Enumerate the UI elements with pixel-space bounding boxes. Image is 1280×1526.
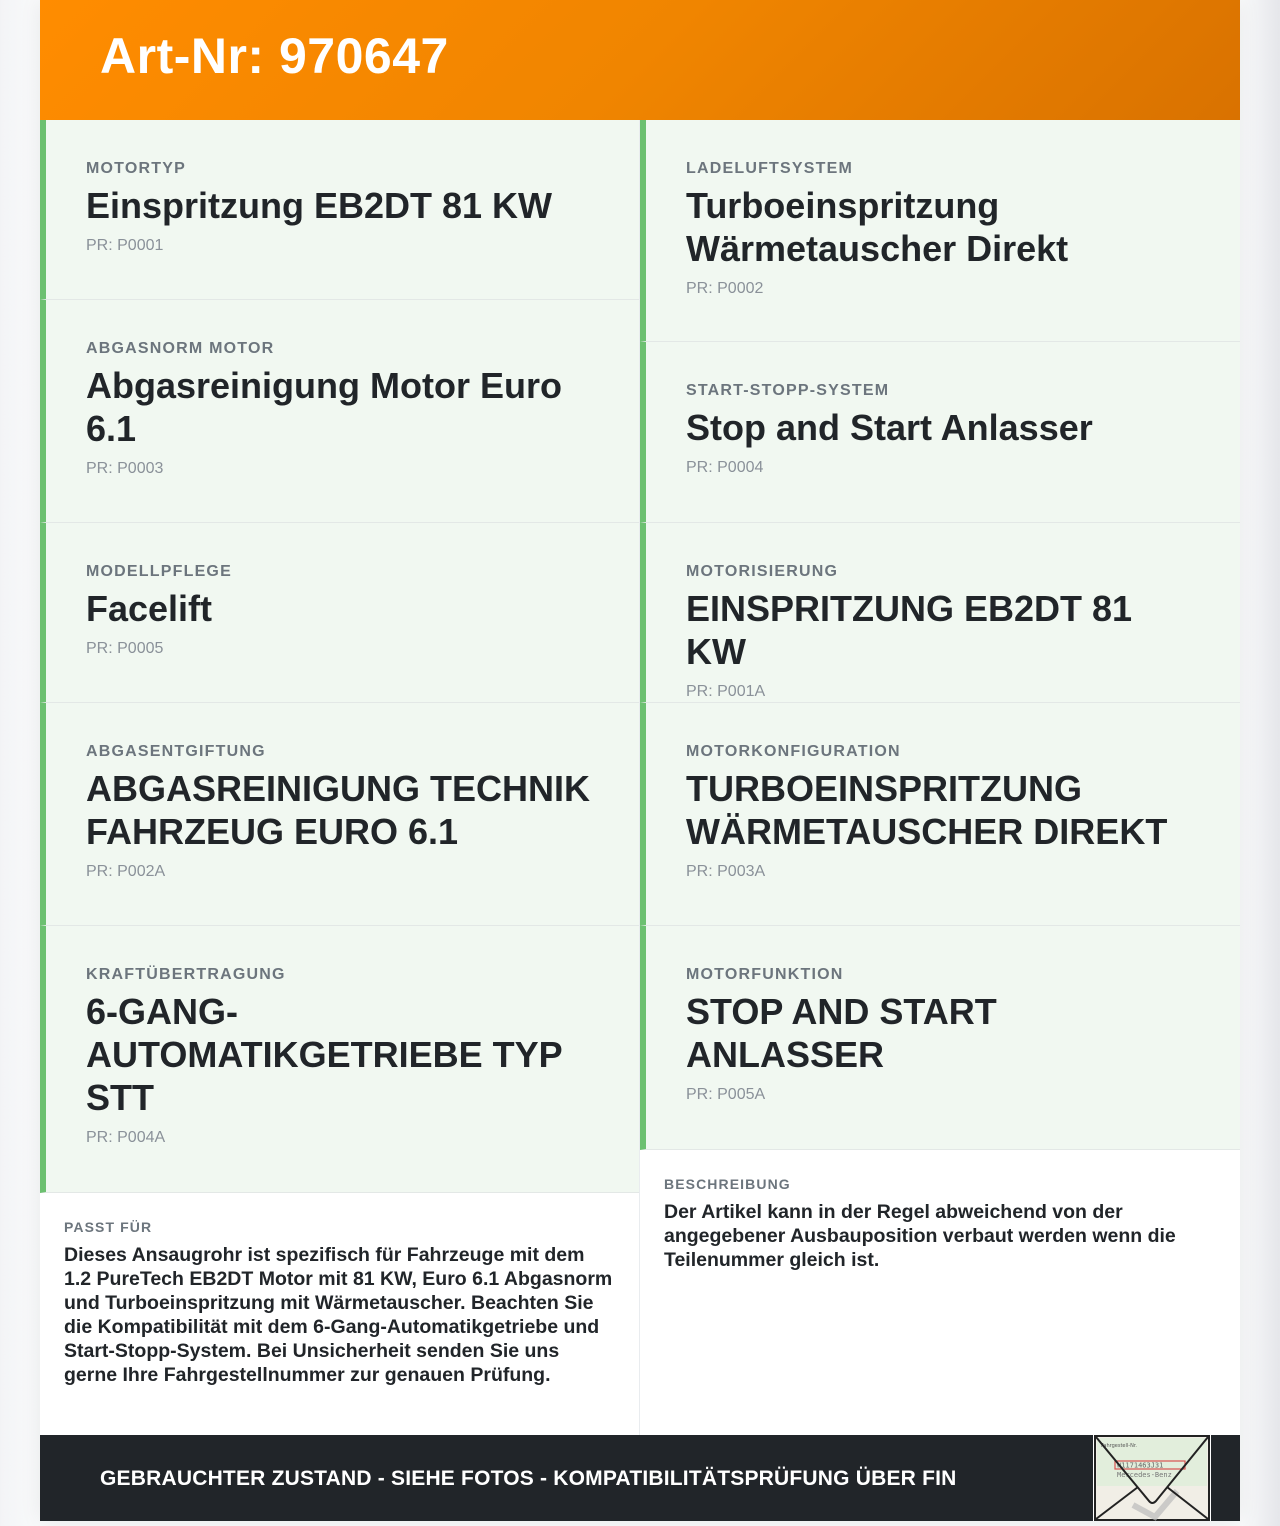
fits-for-label: PASST FÜR: [64, 1219, 153, 1235]
card-value: Facelift: [86, 588, 213, 629]
card-label: START-STOPP-SYSTEM: [686, 382, 890, 399]
attribute-card-abgasnorm-motor: [40, 300, 639, 523]
card-value: Abgasreinigung Motor Euro 6.1: [86, 365, 562, 449]
card-code: PR: P001A: [686, 683, 766, 700]
card-label: MOTORKONFIGURATION: [686, 743, 901, 760]
attribute-card-motorfunktion: [640, 926, 1240, 1150]
card-label: MOTORTYP: [86, 160, 186, 177]
left-column: [40, 120, 640, 1435]
fits-for-text: Dieses Ansaugrohr ist spezifisch für Fahrzeuge mit dem 1.2 PureTech EB2DT Motor mit 81 KW, Euro 6.1 Abgasnorm und Turboeinspritzung mit Wärmetauscher. Beachten Sie die Kompatibilität mit dem 6-Gang-Automatikgetriebe und Start-Stopp-System. Bei Unsicherheit senden Sie uns gerne Ihre Fahrgestellnummer zur genauen Prüfung.: [64, 1244, 613, 1386]
article-number-title: Art-Nr: 970647: [100, 28, 449, 84]
card-label: MODELLPFLEGE: [86, 563, 232, 580]
card-label: ABGASNORM MOTOR: [86, 340, 275, 357]
card-code: PR: P003A: [686, 863, 766, 880]
card-label: KRAFTÜBERTRAGUNG: [86, 966, 286, 983]
card-value: STOP AND START ANLASSER: [686, 991, 997, 1075]
description-text: Der Artikel kann in der Regel abweichend von der angegebener Ausbauposition verbaut werden wenn die Teilenummer gleich ist.: [664, 1201, 1176, 1271]
attribute-card-start-stopp-system: [640, 342, 1240, 523]
attribute-card-motorisierung: [640, 523, 1240, 703]
card-code: PR: P004A: [86, 1129, 166, 1146]
header: [40, 0, 1240, 120]
footer-message: GEBRAUCHTER ZUSTAND - SIEHE FOTOS - KOMPATIBILITÄTSPRÜFUNG ÜBER FIN: [100, 1467, 957, 1490]
card-label: LADELUFTSYSTEM: [686, 160, 854, 177]
card-value: Einspritzung EB2DT 81 KW: [86, 185, 553, 226]
svg-text:Fahrgestell-Nr.: Fahrgestell-Nr.: [1101, 1443, 1138, 1449]
card-code: PR: P0004: [686, 459, 764, 476]
card-value: TURBOEINSPRITZUNG WÄRMETAUSCHER DIREKT: [686, 768, 1168, 852]
card-code: PR: P005A: [686, 1086, 766, 1103]
brand-text: Mercedes-Benz: [1117, 1471, 1172, 1479]
card-value: EINSPRITZUNG EB2DT 81 KW: [686, 588, 1133, 672]
attribute-card-motorkonfiguration: [640, 703, 1240, 926]
card-value: 6-GANG-AUTOMATIKGETRIEBE TYP STT: [86, 991, 563, 1118]
card-code: PR: P0003: [86, 460, 164, 477]
card-code: PR: P0001: [86, 237, 164, 254]
attribute-columns: [40, 120, 1240, 1435]
card-label: MOTORFUNKTION: [686, 966, 844, 983]
card-value: Turboeinspritzung Wärmetauscher Direkt: [686, 185, 1069, 269]
vin-text: W1171463J31: [1117, 1461, 1164, 1470]
attribute-card-abgasentgiftung: [40, 703, 639, 926]
attribute-card-modellpflege: [40, 523, 639, 703]
card-value: ABGASREINIGUNG TECHNIK FAHRZEUG EURO 6.1: [86, 768, 591, 852]
attribute-card-kraftuebertragung: [40, 926, 639, 1193]
card-value: Stop and Start Anlasser: [686, 407, 1093, 448]
attribute-card-ladeluftsystem: [640, 120, 1240, 342]
description-section: [640, 1150, 1240, 1435]
card-label: ABGASENTGIFTUNG: [86, 743, 266, 760]
page: [40, 0, 1240, 1521]
footer-banner: [40, 1435, 1240, 1521]
right-column: [640, 120, 1240, 1435]
description-label: BESCHREIBUNG: [664, 1176, 791, 1192]
attribute-card-motortyp: [40, 120, 639, 300]
fits-for-section: [40, 1193, 639, 1435]
card-code: PR: P002A: [86, 863, 166, 880]
card-code: PR: P0002: [686, 280, 764, 297]
card-code: PR: P0005: [86, 640, 164, 657]
card-label: MOTORISIERUNG: [686, 563, 839, 580]
envelope-vin-icon: [1093, 1435, 1211, 1521]
